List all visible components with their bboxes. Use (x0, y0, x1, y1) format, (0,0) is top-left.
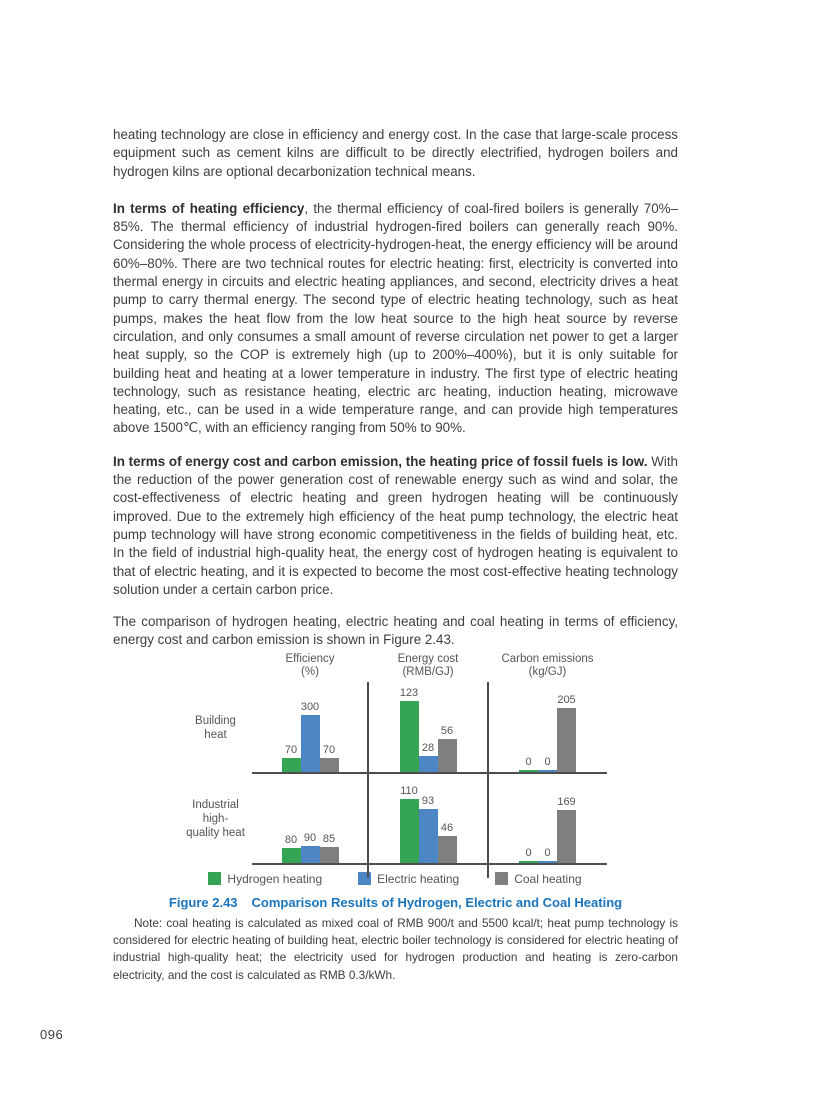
panel-efficiency (252, 774, 368, 865)
legend-label: Hydrogen heating (227, 871, 323, 886)
bar-hydrogen-heating (282, 833, 301, 863)
panel-divider (487, 682, 489, 878)
legend-swatch-icon (495, 872, 508, 885)
bar-hydrogen-heating (519, 755, 538, 772)
panel-header-carbon_emissions: Carbon emissions (kg/GJ) (501, 652, 594, 679)
bar-hydrogen-heating (282, 744, 301, 771)
bar-coal-heating (438, 822, 457, 863)
panel-efficiency (252, 682, 368, 774)
bar-hydrogen-heating (519, 846, 538, 863)
bar-electric-heating (538, 846, 557, 863)
panel-energy_cost (368, 774, 488, 865)
legend-swatch-icon (208, 872, 221, 885)
legend-item (495, 872, 581, 886)
panel-divider (367, 682, 369, 878)
figure-2-43-chart (183, 652, 607, 886)
page-number: 096 (40, 1027, 64, 1042)
bar-electric-heating (419, 795, 438, 863)
bar-value-label: 123 (399, 686, 419, 699)
bar-value-label: 0 (544, 846, 551, 859)
paragraph-continuation: heating technology are close in efficiency and energy cost. In the case that large-scale process equipment such as cement kilns are difficult to be directly electrified, hydrogen boilers and hydrogen kilns are optional decarbonization technical means. (113, 127, 678, 179)
bar-hydrogen-heating (400, 785, 419, 863)
bar-value-label: 205 (557, 693, 576, 706)
paragraph-heating-efficiency (113, 200, 678, 438)
panel-header-efficiency: Efficiency (%) (285, 652, 335, 679)
paragraph-lead-bold: In terms of energy cost and carbon emission, the heating price of fossil fuels is low. (113, 453, 648, 469)
bar-value-label: 70 (322, 744, 336, 757)
bar-value-label: 90 (303, 831, 317, 844)
bar-value-label: 0 (525, 755, 532, 768)
bar-coal-heating (557, 693, 576, 772)
bar-value-label: 70 (284, 744, 298, 757)
chart-legend (183, 872, 607, 886)
row-label: Industrial high- quality heat (186, 799, 245, 840)
paragraph-body-text: , the thermal efficiency of coal-fired boilers is generally 70%–85%. The thermal efficiency of industrial hydrogen-fired boilers can generally reach 90%. Considering the whole process of electricity-hydrogen-heat, the energy efficiency will be around 60%–80%. There are two technical routes for electric heating: first, electricity is converted into thermal energy in circuits and electric heating appliances, and second, electricity drives a heat pump to carry thermal energy. The second type of electric heating technology, such as heat pumps, makes the heat flow from the low heat source to the high heat source by reverse circulation, and only consumes a small amount of reverse circulation net power to get a larger heat supply, so the COP is extremely high (up to 200%–400%), but it is only suitable for building heat and heating at a lower temperature in industry. The first type of electric heating technology, such as resistance heating, electric arc heating, induction heating, microwave heating, etc., can be used in a wide temperature range, and can provide high temperatures above 1500℃, with an efficiency ranging from 50% to 90%. (113, 200, 679, 436)
bar-value-label: 0 (525, 846, 532, 859)
bar-coal-heating (320, 832, 339, 863)
bar-electric-heating (538, 755, 557, 772)
bar-value-label: 300 (300, 700, 320, 713)
bar-electric-heating (419, 741, 438, 772)
bar-hydrogen-heating (399, 686, 419, 772)
bar-coal-heating (438, 725, 457, 771)
bar-value-label: 80 (284, 833, 298, 846)
figure-caption (113, 895, 678, 910)
panel-energy_cost (368, 682, 488, 774)
paragraph-energy-cost (113, 453, 678, 599)
panel-header-energy_cost: Energy cost (RMB/GJ) (397, 652, 459, 679)
legend-label: Coal heating (514, 871, 582, 886)
bar-coal-heating (320, 744, 339, 771)
bar-value-label: 93 (421, 795, 435, 808)
paragraph-figure-intro: The comparison of hydrogen heating, electric heating and coal heating in terms of efficiency, energy cost and carbon emission is shown in Figure 2.43. (113, 614, 678, 648)
chart-corner (183, 652, 252, 682)
figure-note: Note: coal heating is calculated as mixed coal of RMB 900/t and 5500 kcal/t; heat pump technology is considered for electric heating of building heat, electric boiler technology is considered for electric heating of industrial high-quality heat; the electricity used for hydrogen production and heating is zero-carbon electricity, and the cost is calculated as RMB 0.3/kWh. (113, 915, 678, 982)
legend-swatch-icon (358, 872, 371, 885)
row-label: Building heat (195, 714, 236, 741)
legend-label: Electric heating (377, 871, 460, 886)
bar-electric-heating (301, 831, 320, 863)
panel-carbon_emissions (488, 774, 607, 865)
panel-carbon_emissions (488, 682, 607, 774)
bar-electric-heating (300, 700, 320, 772)
legend-item (208, 872, 322, 886)
bar-coal-heating (557, 795, 576, 863)
paragraph-body-text: With the reduction of the power generation cost of renewable energy such as wind and solar, the cost-effectiveness of electric heating and green hydrogen heating will be continuously improved. Due to the extremely high efficiency of the heat pump technology, the electric heat pump technology will have strong economic competitiveness in the fields of building heat, etc. In the field of industrial high-quality heat, the energy cost of hydrogen heating is equivalent to that of electric heating, and it is expected to become the most cost-effective heating technology solution under a certain carbon price. (113, 453, 678, 597)
text-column (113, 126, 678, 996)
bar-value-label: 110 (400, 785, 418, 798)
chart-grid (183, 652, 607, 865)
bar-value-label: 28 (421, 741, 435, 754)
figure-caption-title: Comparison Results of Hydrogen, Electric and Coal Heating (251, 894, 623, 910)
bar-value-label: 0 (544, 755, 551, 768)
bar-value-label: 169 (557, 795, 576, 808)
paragraph-lead-bold: In terms of heating efficiency (113, 200, 305, 216)
bar-value-label: 46 (440, 822, 454, 835)
legend-item (358, 872, 459, 886)
bar-value-label: 85 (322, 832, 336, 845)
bar-value-label: 56 (440, 725, 454, 738)
figure-caption-label: Figure 2.43 (168, 894, 238, 910)
